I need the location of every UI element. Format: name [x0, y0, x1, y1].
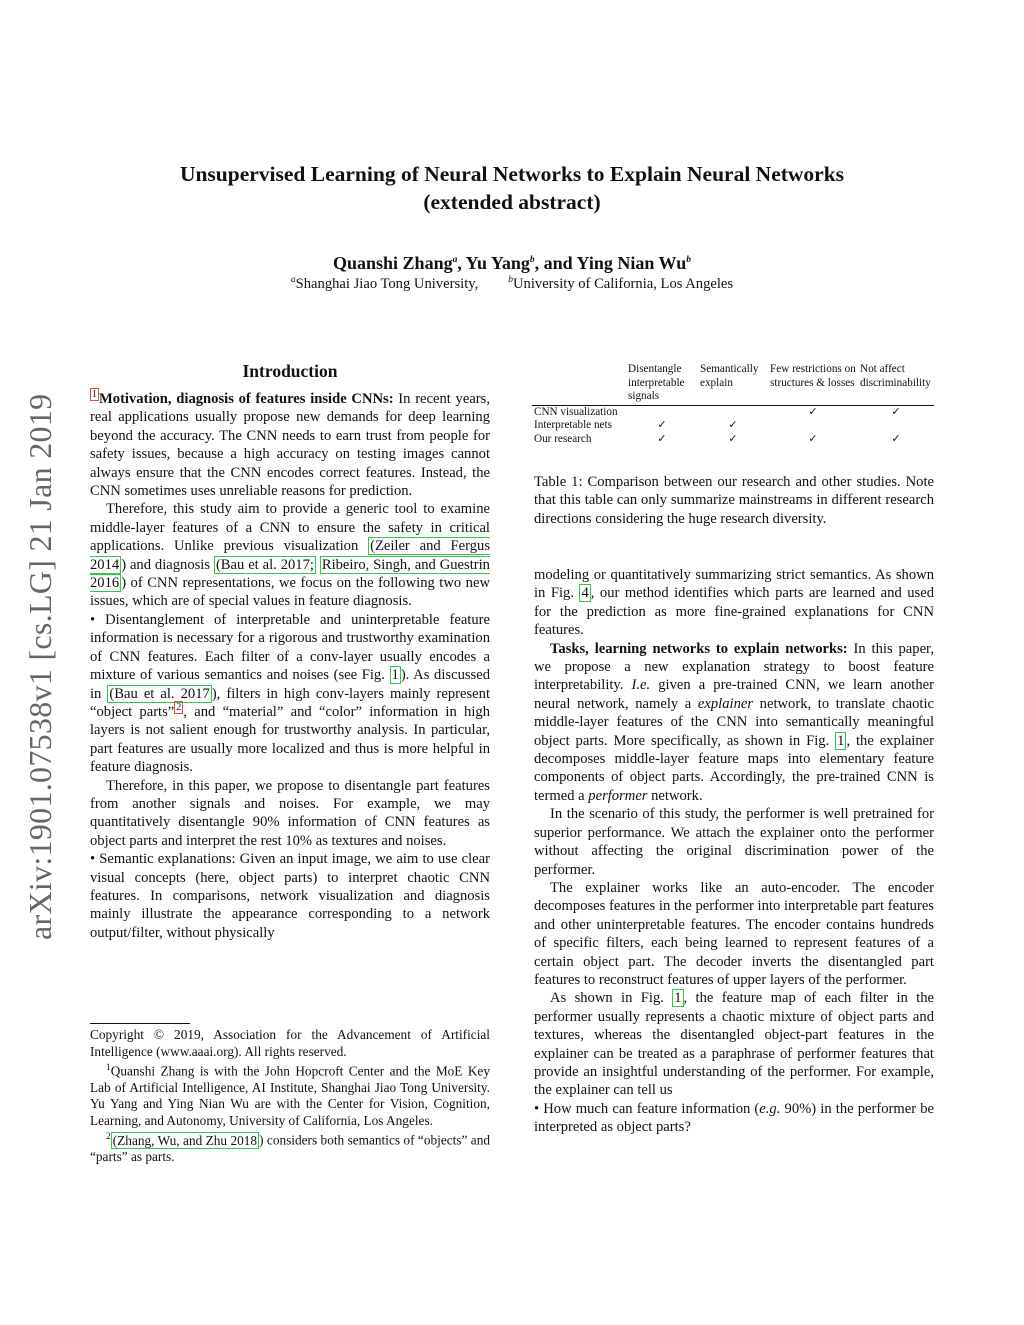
table-header-cell: Semantically explain	[700, 363, 759, 389]
text-run: Therefore, this study aim to provide a generic tool to examine middle-layer features of a CNN to ensure the safety in critical applications. Unlike previous visualization	[90, 501, 490, 555]
paragraph-autoencoder: The explainer works like an auto-encoder. The encoder decomposes features in the performer into interpretable part features and other uninterpretable features. The encoder contains hundreds of specific filters, each being learned to represent features of a certain object part. The decoder inverts the disentangled part features to reconstruct features of upper layers of the performer.	[534, 879, 934, 988]
text-run: • Disentanglement of interpretable and uninterpretable feature information is necessary for a rigorous and trustworthy examination of CNN features. Each filter of a conv-layer usually encodes a mixture of various semantics and noises (see Fig.	[90, 611, 490, 684]
figure-link[interactable]: 1	[837, 732, 845, 749]
paragraph-propose: Therefore, in this paper, we propose to disentangle part features from another signals and noises. For example, we may quantitatively disentangle 90% information of CNN features as object parts and interpret the rest 10% as textures and noises.	[90, 777, 490, 849]
text-run: ) and diagnosis	[121, 556, 214, 573]
check-cell: ✓	[657, 432, 667, 445]
check-cell	[698, 405, 768, 419]
right-column	[534, 566, 934, 1137]
text-run: As shown in Fig.	[550, 990, 673, 1007]
citation-link[interactable]: (Zeiler and Fergus 2014	[90, 538, 491, 573]
footnote-link-1[interactable]: 1	[92, 389, 97, 401]
author-3: , and Ying Nian Wu	[534, 253, 687, 273]
paragraph-scenario: In the scenario of this study, the performer is well pretrained for superior performance. We attach the explainer onto the performer without affecting the original discrimination power of the performer.	[534, 806, 934, 878]
row-label: Interpretable nets	[534, 419, 612, 432]
figure-link[interactable]: 1	[391, 667, 399, 684]
table-header-cell: Disentangle interpretable signals	[628, 363, 685, 403]
table-row	[532, 433, 934, 447]
paragraph-heading: Tasks, learning networks to explain networks:	[550, 640, 848, 657]
author-2-sup: b	[529, 255, 535, 265]
author-list	[0, 253, 1024, 274]
text-run: Quanshi Zhang is with the John Hopcroft Center and the MoE Key Lab of Artificial Intelligence, AI Institute, Shanghai Jiao Tong University. Yu Yang and Ying Nian Wu are with the Center for Vision, Cognition, Learning, and Autonomy, University of California, Los Angeles.	[90, 1063, 490, 1128]
citation-link[interactable]: Ribeiro, Singh, and Guestrin 2016	[90, 556, 490, 592]
caption-text: Table 1: Comparison between our research and other studies. Note that this table can only summarize mainstreams in different research directions considering the huge research diversity.	[534, 474, 934, 527]
footnote-rule	[90, 1023, 190, 1024]
copyright-note: Copyright © 2019, Association for the Advancement of Artificial Intelligence (www.aaai.org). All rights reserved.	[90, 1027, 490, 1059]
paragraph-heading: Motivation, diagnosis of features inside CNNs:	[99, 391, 394, 407]
title-line-1: Unsupervised Learning of Neural Networks to Explain Neural Networks	[179, 162, 845, 186]
arxiv-identifier: arXiv:1901.07538v1 [cs.LG] 21 Jan 2019	[22, 393, 58, 940]
affil-b: University of California, Los Angeles	[513, 275, 734, 292]
table-header-row	[532, 363, 934, 405]
footnote-2-mark: 2	[106, 1132, 111, 1143]
text-run: ) of CNN representations, we focus on the following two new issues, which are of special values in feature diagnosis.	[90, 575, 490, 610]
paragraph-modeling	[534, 566, 934, 640]
title-line-2: (extended abstract)	[423, 190, 601, 214]
check-cell: ✓	[657, 419, 667, 432]
figure-link[interactable]: 1	[674, 990, 682, 1007]
text-run: ), filters in high conv-layers mainly represent “object parts”	[90, 685, 491, 720]
check-cell	[858, 419, 934, 433]
table-header-cell: Few restrictions on structures & losses	[770, 363, 856, 389]
paragraph-tasks	[534, 640, 934, 806]
check-cell	[768, 419, 858, 433]
citation-link[interactable]: (Bau et al. 2017	[109, 685, 210, 702]
text-run: network, to translate chaotic middle-layer features of the CNN into semantically meaningful object parts. More specifically, as shown in Fig.	[534, 695, 934, 749]
text-run: network.	[647, 787, 703, 804]
text-run: given a pre-trained CNN, we learn another neural network, namely a	[534, 677, 934, 712]
italic-text: performer	[588, 787, 648, 804]
left-column	[90, 390, 490, 942]
affiliations	[0, 275, 1024, 293]
paragraph-text: In recent years, real applications usually propose new demands for deep learning beyond the accuracy. The CNN needs to earn trust from people for safety issues, because a high accuracy on testing images cannot always ensure that the CNN encodes correct features. Instead, the CNN sometimes uses unreliable reasons for prediction.	[90, 391, 490, 500]
paragraph-question	[534, 1100, 934, 1137]
table-header-cell	[532, 363, 626, 405]
footnote-2	[90, 1129, 490, 1165]
text-run: ). As discussed in	[90, 667, 490, 702]
affil-a: Shanghai Jiao Tong University,	[295, 275, 479, 292]
author-3-sup: b	[686, 255, 691, 265]
check-cell: ✓	[728, 432, 738, 445]
comparison-table	[532, 363, 934, 447]
check-cell: ✓	[728, 419, 738, 432]
text-run: ) considers both semantics of “objects” and “parts” as parts.	[90, 1132, 490, 1165]
check-cell: ✓	[891, 405, 901, 418]
paper-title	[0, 160, 1024, 216]
check-cell	[626, 405, 698, 419]
table-caption	[534, 473, 934, 528]
italic-text: explainer	[697, 695, 754, 712]
check-cell: ✓	[808, 432, 818, 445]
affil-a-sup: a	[290, 275, 296, 285]
text-run: modeling or quantitatively summarizing strict semantics. As shown in Fig.	[534, 567, 934, 602]
paragraph-feature-map	[534, 989, 934, 1099]
figure-link[interactable]: 4	[581, 585, 589, 602]
author-1: Quanshi Zhang	[333, 253, 453, 273]
text-run: • How much can feature information (	[534, 1100, 760, 1117]
paragraph-therefore	[90, 500, 490, 610]
footnote-link-2[interactable]: 2	[176, 702, 182, 714]
footnotes	[90, 1027, 490, 1166]
section-title: Introduction	[242, 361, 338, 381]
paragraph-semantic: • Semantic explanations: Given an input image, we aim to use clear visual concepts (here, object parts) to interpret chaotic CNN features. In comparisons, network visualization and diagnosis mainly illustrate the appearance corresponding to a network output/filter, without physically	[90, 851, 490, 941]
table-row	[532, 405, 934, 419]
italic-text: e.g.	[759, 1100, 781, 1117]
text-run: In this paper, we propose a new explanation strategy to boost feature interpretability.	[534, 640, 934, 694]
text-run: , and “material” and “color” information in high layers is not salient enough for trustworthy analysis. In particular, part features are usually more localized and thus is more helpful in feature diagnosis.	[90, 703, 490, 776]
text-run: , our method identifies which parts are learned and used for the prediction as more fine-grained explanations for CNN features.	[534, 585, 934, 639]
check-cell: ✓	[891, 432, 901, 445]
text-run: 90%) in the performer be interpreted as object parts?	[534, 1100, 935, 1136]
footnote-1-mark: 1	[106, 1063, 111, 1073]
table-header-cell: Not affect discriminability	[860, 363, 931, 389]
paragraph-disentanglement	[90, 611, 490, 777]
text-run: , the feature map of each filter in the performer usually represents a chaotic mixture of object parts and textures, whereas the disentangled object-part features in the explainer can be treated as a paraphrase of performer features that provide an insightful understanding of the performer. For example, the explainer can tell us	[534, 990, 934, 1099]
italic-text: I.e.	[631, 677, 651, 694]
table-row	[532, 419, 934, 433]
row-label: Our research	[534, 432, 592, 445]
footnote-1	[90, 1060, 490, 1129]
author-1-sup: a	[452, 255, 458, 265]
row-label: CNN visualization	[534, 405, 618, 418]
paragraph-motivation	[90, 390, 490, 500]
citation-link[interactable]: (Zhang, Wu, and Zhu 2018	[112, 1132, 258, 1148]
author-2: , Yu Yang	[457, 253, 530, 273]
affil-b-sup: b	[508, 275, 513, 285]
citation-link[interactable]: (Bau et al. 2017;	[215, 556, 314, 573]
check-cell: ✓	[808, 405, 818, 418]
text-run: , the explainer decomposes middle-layer feature maps into elementary feature components of object parts. Accordingly, the pre-trained CNN is termed a	[534, 732, 934, 804]
